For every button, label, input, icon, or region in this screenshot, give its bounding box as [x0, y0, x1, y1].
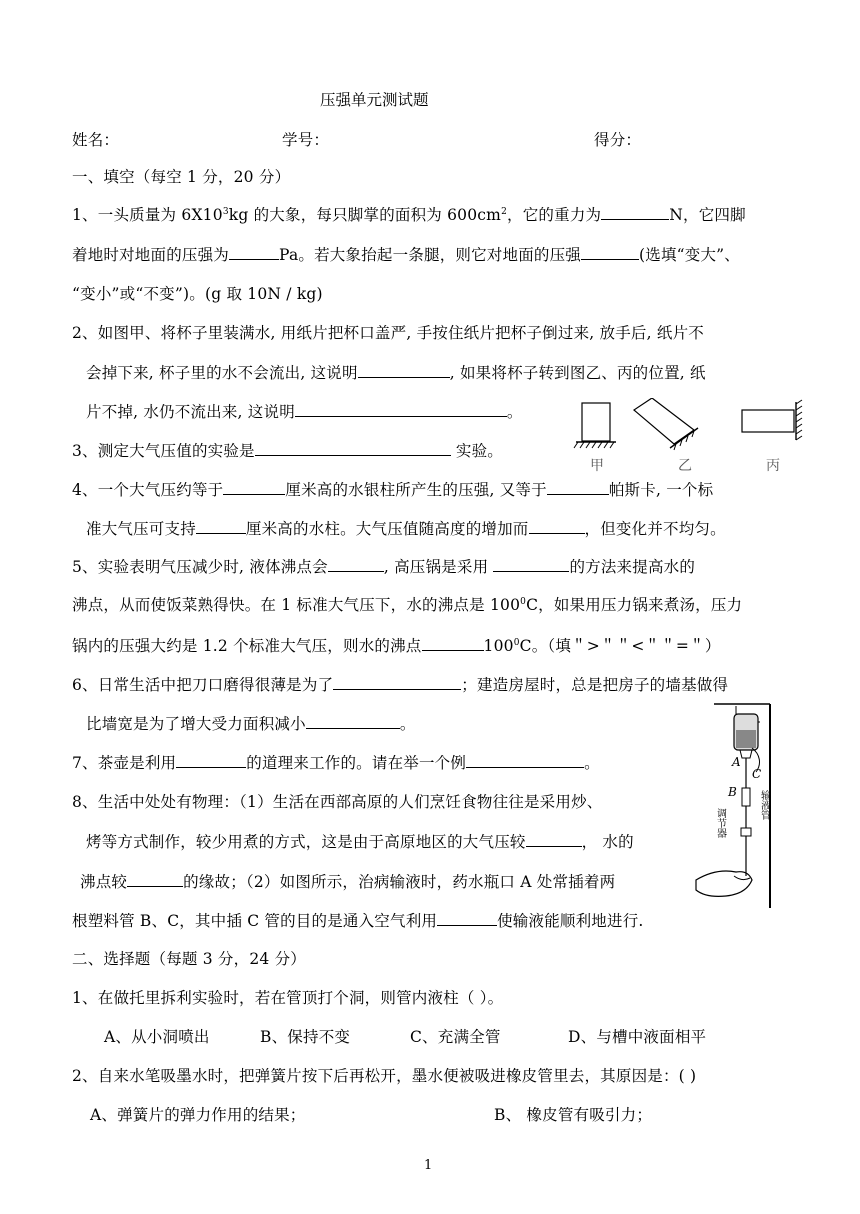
q5-line2: 沸点，从而使饭菜熟得快。在 1 标准大气压下，水的沸点是 $100^0C$，如果用压力锅来煮汤，压力 [72, 596, 743, 614]
answer-blank[interactable] [176, 752, 246, 768]
option-a[interactable]: A、从小洞喷出 [104, 1028, 210, 1046]
section2-heading: 二、选择题（每题 3 分，24 分） [72, 950, 306, 968]
q2-line3: 片不掉, 水仍不流出来, 这说明 。 [86, 403, 523, 421]
answer-blank[interactable] [466, 752, 584, 768]
q5-line1: 5、实验表明气压减少时, 液体沸点会 , 高压锅是采用 的方法来提高水的 [72, 558, 696, 576]
q8-line1: 8、生活中处处有物理：（1）生活在西部高原的人们烹饪食物往往是采用炒、 [72, 793, 603, 811]
q2-line1: 2、如图甲、将杯子里装满水, 用纸片把杯口盖严, 手按住纸片把杯子倒过来, 放手后, 纸片不 [72, 324, 704, 342]
option-c[interactable]: C、充满全管 [410, 1028, 501, 1046]
infusion-label-tube: 输液管 [758, 790, 770, 820]
answer-blank[interactable] [223, 479, 285, 495]
number-label: 学号： [282, 131, 330, 149]
q7-line: 7、茶壶是利用 的道理来工作的。请在举一个例 。 [72, 754, 600, 772]
name-label: 姓名： [72, 131, 120, 149]
mc-q2-stem: 2、自来水笔吸墨水时，把弹簧片按下后再松开，墨水便被吸进橡皮管里去，其原因是：( ) [72, 1067, 697, 1085]
answer-blank[interactable] [581, 244, 639, 260]
infusion-label-regulator: 调节器 [714, 808, 726, 838]
answer-blank[interactable] [526, 831, 582, 847]
answer-blank[interactable] [127, 871, 183, 887]
mc-q2-options [90, 1105, 653, 1125]
infusion-label-a: A [732, 755, 741, 769]
answer-blank[interactable] [229, 244, 279, 260]
answer-blank[interactable] [333, 674, 461, 690]
answer-blank[interactable] [437, 910, 497, 926]
score-label: 得分： [594, 131, 642, 149]
answer-blank[interactable] [196, 518, 246, 534]
answer-blank[interactable] [358, 362, 450, 378]
answer-blank[interactable] [529, 518, 585, 534]
answer-blank[interactable] [601, 204, 669, 220]
page-title: 压强单元测试题 [320, 91, 429, 109]
answer-blank[interactable] [547, 479, 609, 495]
q1-line1: 1、一头质量为 $6X10^3kg$ 的大象，每只脚掌的面积为 $600cm^2$，它的重力为 N，它四脚 [72, 206, 746, 224]
option-b[interactable]: B、保持不变 [260, 1028, 351, 1046]
q8-line2: 烤等方式制作，较少用煮的方式，这是由于高原地区的大气压较 ， 水的 [86, 833, 634, 851]
q8-line3: 沸点较 的缘故；（2）如图所示，治病输液时，药水瓶口 A 处常插着两 [80, 873, 616, 891]
q6-line2: 比墙宽是为了增大受力面积减小 。 [86, 715, 416, 733]
q6-line1: 6、日常生活中把刀口磨得很薄是为了 ；建造房屋时，总是把房子的墙基做得 [72, 676, 729, 694]
q1-line3: “变小”或“不变”)。(g 取 10N / kg) [72, 285, 323, 303]
answer-blank[interactable] [493, 556, 569, 572]
option-d[interactable]: D、与槽中液面相平 [568, 1028, 707, 1046]
answer-blank[interactable] [328, 556, 384, 572]
cup-label-yi: 乙 [678, 458, 692, 474]
mc-q1-stem: 1、在做托里拆利实验时，若在管顶打个洞，则管内液柱（ ）。 [72, 989, 504, 1007]
option-b[interactable]: B、 橡皮管有吸引力； [494, 1106, 653, 1124]
q2-line2: 会掉下来, 杯子里的水不会流出, 这说明 , 如果将杯子转到图乙、丙的位置, 纸 [86, 364, 706, 382]
cup-label-bing: 丙 [766, 458, 780, 474]
section1-heading: 一、填空（每空 1 分，20 分） [72, 168, 291, 186]
student-info-row [72, 130, 642, 150]
q4-line2: 准大气压可支持 厘米高的水柱。大气压值随高度的增加而 ，但变化并不均匀。 [86, 520, 726, 538]
q8-line4: 根塑料管 B、C，其中插 C 管的目的是通入空气利用 使输液能顺利地进行. [72, 912, 644, 930]
answer-blank[interactable] [255, 440, 451, 456]
q1-line2: 着地时对地面的压强为 Pa。若大象抬起一条腿，则它对地面的压强 (选填“变大”、 [72, 246, 740, 264]
answer-blank[interactable] [306, 713, 400, 729]
q5-line3: 锅内的压强大约是 1.2 个标准大气压，则水的沸点 $100^0C$。（填＂>＂＂<＂＂=＂） [72, 637, 721, 655]
cups-figure [568, 398, 818, 480]
answer-blank[interactable] [295, 401, 507, 417]
answer-blank[interactable] [422, 635, 484, 651]
infusion-label-c: C [752, 767, 762, 781]
mc-q1-options [104, 1027, 707, 1047]
infusion-label-b: B [728, 785, 737, 799]
page-number: 1 [424, 1158, 433, 1173]
q4-line1: 4、一个大气压约等于 厘米高的水银柱所产生的压强, 又等于 帕斯卡, 一个标 [72, 481, 714, 499]
infusion-figure [686, 700, 786, 912]
cup-label-jia: 甲 [590, 458, 604, 474]
q3-line: 3、测定大气压值的实验是 实验。 [72, 442, 504, 460]
option-a[interactable]: A、弹簧片的弹力作用的结果； [90, 1106, 306, 1124]
